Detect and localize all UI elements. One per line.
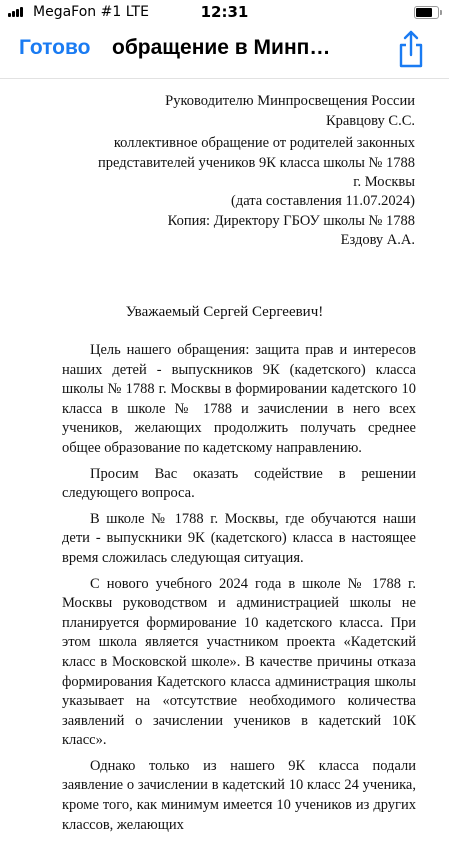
greeting: Уважаемый Сергей Сергеевич! — [125, 304, 324, 320]
paragraph: С нового учебного 2024 года в школе № 1788 г. Москвы руководством и администрацией школы не планируется формирование 10 кадетского класса. При этом школа является участником проекта «Кадетский класс в Московской школе». В качестве причины отказа формирования Кадетского класса администрация школы указывает на «отсутствие необходимого количества заявлений о зачислении учеников в кадетский 10К класс». — [62, 575, 416, 749]
copy-recipient-line: Копия: Директору ГБОУ школы № 1788 — [167, 213, 415, 229]
addressee-name: Кравцову С.С. — [325, 113, 415, 129]
share-button[interactable] — [395, 28, 427, 70]
paragraph: Просим Вас оказать содействие в решении следующего вопроса. — [62, 465, 416, 502]
clock: 12:31 — [200, 3, 249, 21]
city-line: г. Москвы — [353, 174, 415, 190]
sender-line: представителей учеников 9К класса школы № 1788 — [98, 155, 415, 171]
addressee-line: Руководителю Минпросвещения России — [165, 93, 415, 109]
battery-level — [416, 8, 432, 17]
paragraph: В школе № 1788 г. Москвы, где обучаются наши дети - выпускники 9К (кадетского) класса в настоящее время сложилась следующая ситуация. — [62, 510, 416, 566]
share-icon — [395, 28, 427, 70]
done-button[interactable]: Готово — [19, 36, 91, 59]
paragraph: Цель нашего обращения: защита прав и интересов наших детей - выпускников 9К (кадетского) класса школы № 1788 г. Москвы в формировании кадетского 10 класса в школе № 1788 и зачислении в него всех учеников, желающих продолжить получать среднее общее образование по кадетскому направлению. — [62, 342, 416, 456]
paragraph: Однако только из нашего 9К класса подали заявление о зачислении в кадетский 10 класс 24 ученика, кроме того, как минимум имеется 10 учеников из других классов, желающих — [62, 757, 416, 833]
navigation-bar — [0, 24, 449, 79]
carrier-label: MegaFon #1 LTE — [33, 4, 149, 20]
document-title: обращение в Минп… — [112, 36, 331, 59]
copy-recipient-name: Ездову А.А. — [340, 232, 415, 248]
date-line: (дата составления 11.07.2024) — [231, 193, 415, 209]
status-bar — [0, 0, 449, 24]
battery-icon — [414, 6, 439, 19]
letter-body — [62, 341, 416, 841]
document-viewer[interactable] — [0, 79, 449, 833]
sender-line: коллективное обращение от родителей законных — [113, 135, 415, 151]
